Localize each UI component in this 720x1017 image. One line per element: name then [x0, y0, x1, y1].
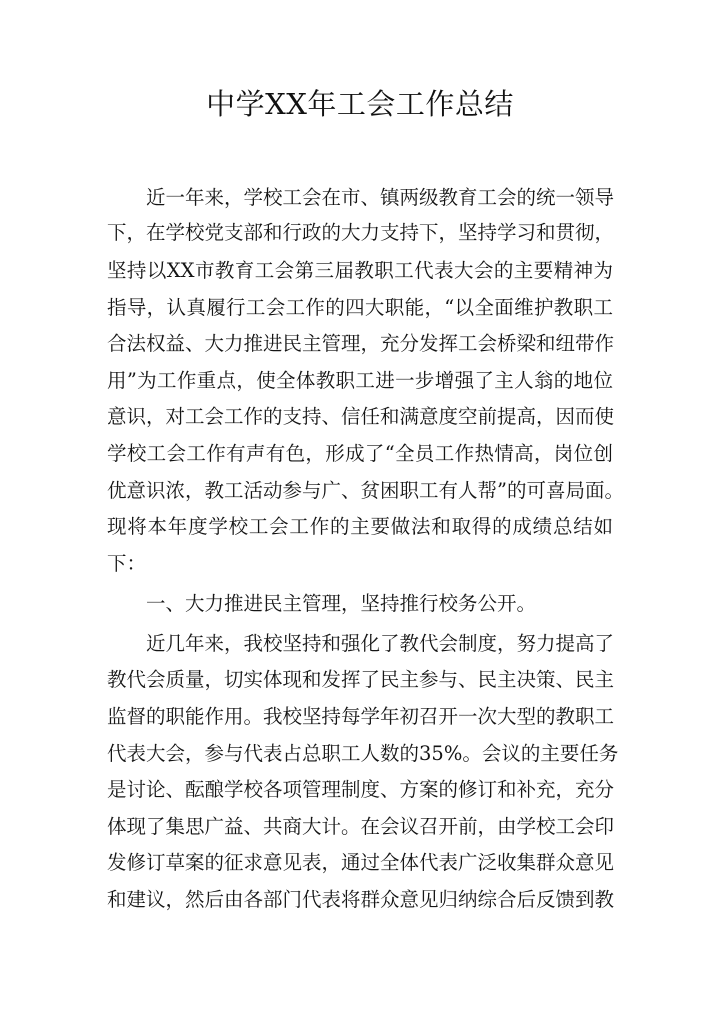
section-heading: 一、大力推进民主管理，坚持推行校务公开。 — [146, 592, 537, 615]
paragraph-line: 和建议，然后由各部门代表将群众意见归纳综合后反馈到教 — [107, 888, 615, 911]
paragraph-line: 近几年来，我校坚持和强化了教代会制度，努力提高了 — [146, 632, 615, 655]
paragraph-line: 坚持以XX市教育工会第三届教职工代表大会的主要精神为 — [107, 259, 613, 282]
paragraph-line: 发修订草案的征求意见表，通过全体代表广泛收集群众意见 — [107, 851, 615, 874]
paragraph-line: 用”为工作重点，使全体教职工进一步增强了主人翁的地位 — [107, 369, 613, 392]
paragraph-line: 优意识浓，教工活动参与广、贫困职工有人帮”的可喜局面。 — [107, 479, 624, 502]
paragraph-line: 下，在学校党支部和行政的大力支持下，坚持学习和贯彻， — [107, 221, 615, 244]
document-title: 中学XX年工会工作总结 — [206, 87, 514, 121]
paragraph-line: 教代会质量，切实体现和发挥了民主参与、民主决策、民主 — [107, 668, 615, 691]
paragraph-line: 学校工会工作有声有色，形成了“全员工作热情高，岗位创 — [107, 442, 613, 465]
paragraph-line: 体现了集思广益、共商大计。在会议召开前，由学校工会印 — [107, 815, 615, 838]
paragraph-line: 是讨论、酝酿学校各项管理制度、方案的修订和补充，充分 — [107, 778, 615, 801]
paragraph-line: 下： — [107, 552, 147, 575]
paragraph-line: 近一年来，学校工会在市、镇两级教育工会的统一领导 — [146, 186, 615, 209]
paragraph-line: 代表大会，参与代表占总职工人数的35%。会议的主要任务 — [107, 742, 619, 765]
paragraph-line: 合法权益、大力推进民主管理，充分发挥工会桥梁和纽带作 — [107, 332, 615, 355]
paragraph-line: 意识，对工会工作的支持、信任和满意度空前提高，因而使 — [107, 405, 615, 428]
paragraph-line: 指导，认真履行工会工作的四大职能，“以全面维护教职工 — [107, 296, 613, 319]
paragraph-line: 监督的职能作用。我校坚持每学年初召开一次大型的教职工 — [107, 705, 615, 728]
paragraph-line: 现将本年度学校工会工作的主要做法和取得的成绩总结如 — [107, 515, 613, 538]
